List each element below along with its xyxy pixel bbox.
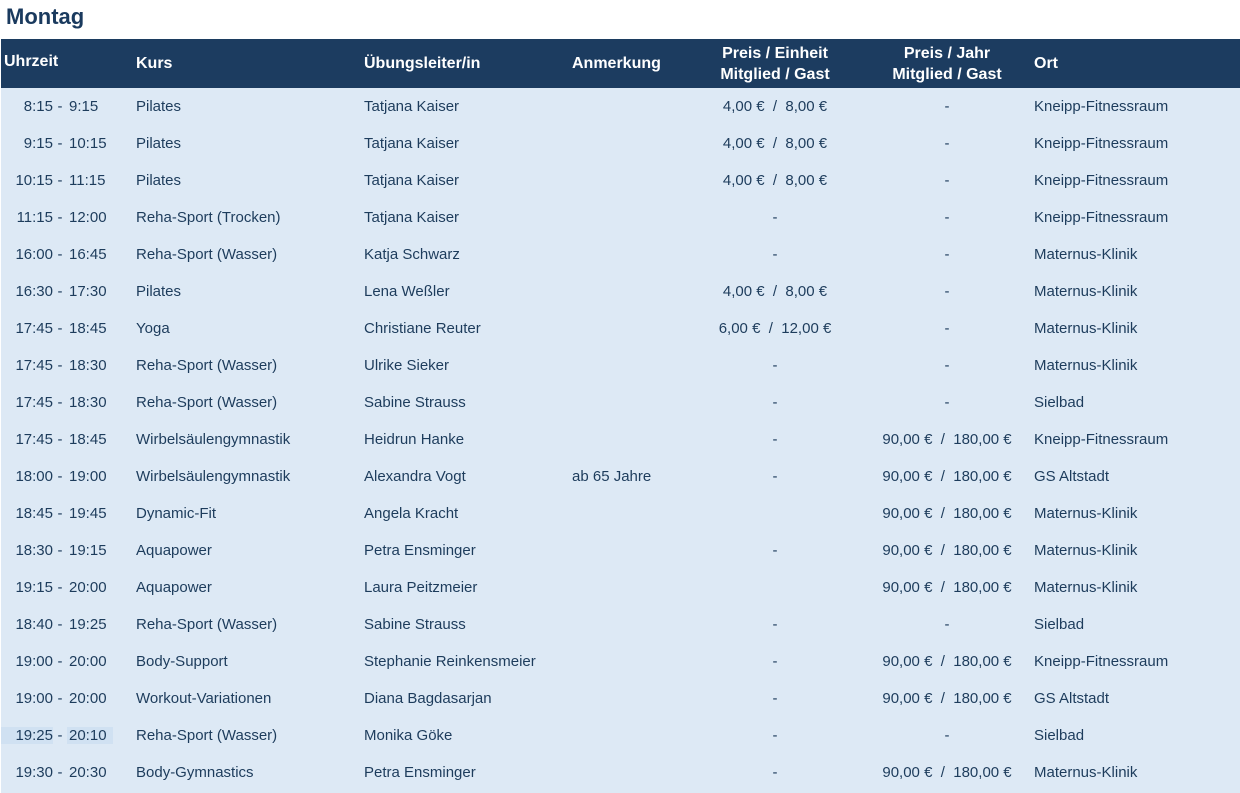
end-time: 19:25: [69, 616, 107, 633]
table-row: [1, 384, 1240, 421]
price-per-unit-cell: -: [772, 246, 778, 263]
time-cell: [1, 495, 132, 532]
price-per-unit-cell: [686, 569, 864, 606]
time-separator: -: [57, 579, 63, 596]
note-cell: [568, 88, 686, 125]
time-cell: [1, 88, 132, 125]
location-cell: Kneipp-Fitnessraum: [1034, 172, 1169, 189]
start-time: 19:30: [15, 764, 53, 781]
course-cell: Reha-Sport (Wasser): [136, 616, 278, 633]
instructor-cell: Katja Schwarz: [364, 246, 460, 263]
note-cell: ab 65 Jahre: [572, 468, 652, 485]
end-time: 10:15: [69, 135, 107, 152]
time-separator: -: [57, 764, 63, 781]
table-row: [1, 347, 1240, 384]
time-separator: -: [57, 690, 63, 707]
time-cell: [1, 162, 132, 199]
start-time: 19:25: [1, 727, 53, 744]
location-cell: Sielbad: [1034, 616, 1085, 633]
time-separator: -: [57, 98, 63, 115]
note-cell: [568, 125, 686, 162]
instructor-cell: Tatjana Kaiser: [364, 209, 460, 226]
time-separator: -: [57, 357, 63, 374]
start-time: 18:40: [15, 616, 53, 633]
time-cell: [1, 310, 132, 347]
price-per-year-cell: -: [944, 135, 950, 152]
instructor-cell: Christiane Reuter: [364, 320, 481, 337]
price-per-unit-cell: -: [772, 690, 778, 707]
table-row: [1, 236, 1240, 273]
price-per-year-cell: 90,00 € / 180,00 €: [882, 690, 1012, 707]
course-cell: Aquapower: [136, 579, 212, 596]
price-per-year-cell: -: [944, 727, 950, 744]
course-cell: Wirbelsäulengymnastik: [136, 431, 291, 448]
note-cell: [568, 606, 686, 643]
time-separator: -: [57, 653, 63, 670]
table-row: [1, 606, 1240, 643]
table-row: [1, 754, 1240, 791]
end-time: 18:30: [69, 357, 107, 374]
course-cell: Pilates: [136, 135, 182, 152]
time-cell: [1, 421, 132, 458]
header-ort: Ort: [1034, 55, 1058, 72]
note-cell: [568, 495, 686, 532]
instructor-cell: Tatjana Kaiser: [364, 98, 460, 115]
note-cell: [568, 680, 686, 717]
end-time: 20:10: [67, 727, 113, 744]
course-cell: Reha-Sport (Wasser): [136, 246, 278, 263]
time-cell: [1, 384, 132, 421]
note-cell: [568, 273, 686, 310]
note-cell: [568, 199, 686, 236]
start-time: 17:45: [15, 357, 53, 374]
note-cell: [568, 569, 686, 606]
header-kurs: Kurs: [136, 55, 173, 72]
course-cell: Workout-Variationen: [136, 690, 272, 707]
table-row: [1, 273, 1240, 310]
location-cell: Maternus-Klinik: [1034, 246, 1138, 263]
price-per-unit-cell: [686, 495, 864, 532]
course-cell: Pilates: [136, 283, 182, 300]
time-cell: [1, 199, 132, 236]
price-per-year-cell: -: [944, 246, 950, 263]
instructor-cell: Heidrun Hanke: [364, 431, 465, 448]
table-row: [1, 495, 1240, 532]
end-time: 16:45: [69, 246, 107, 263]
price-per-unit-cell: -: [772, 468, 778, 485]
header-leiter: Übungsleiter/in: [364, 55, 481, 72]
time-cell: [1, 125, 132, 162]
course-cell: Pilates: [136, 98, 182, 115]
schedule-rows: [1, 88, 1240, 791]
instructor-cell: Angela Kracht: [364, 505, 459, 522]
price-per-year-cell: -: [944, 616, 950, 633]
price-per-unit-cell: -: [772, 357, 778, 374]
price-per-year-cell: 90,00 € / 180,00 €: [882, 468, 1012, 485]
end-time: 18:45: [69, 320, 107, 337]
table-row: [1, 199, 1240, 236]
location-cell: Kneipp-Fitnessraum: [1034, 98, 1169, 115]
course-cell: Reha-Sport (Trocken): [136, 209, 281, 226]
course-cell: Dynamic-Fit: [136, 505, 217, 522]
header-preis-jahr-line2: Mitglied / Gast: [892, 65, 1002, 83]
time-cell: [1, 680, 132, 717]
time-separator: -: [57, 394, 63, 411]
price-per-year-cell: -: [944, 357, 950, 374]
start-time: 17:45: [15, 394, 53, 411]
end-time: 11:15: [69, 172, 106, 189]
course-cell: Reha-Sport (Wasser): [136, 357, 278, 374]
note-cell: [568, 754, 686, 791]
instructor-cell: Sabine Strauss: [364, 616, 466, 633]
location-cell: Kneipp-Fitnessraum: [1034, 209, 1169, 226]
price-per-unit-cell: -: [772, 653, 778, 670]
price-per-unit-cell: -: [772, 764, 778, 781]
location-cell: Maternus-Klinik: [1034, 505, 1138, 522]
instructor-cell: Ulrike Sieker: [364, 357, 450, 374]
location-cell: Maternus-Klinik: [1034, 357, 1138, 374]
table-row: [1, 680, 1240, 717]
instructor-cell: Petra Ensminger: [364, 542, 476, 559]
table-row: [1, 717, 1240, 754]
instructor-cell: Monika Göke: [364, 727, 453, 744]
location-cell: Maternus-Klinik: [1034, 320, 1138, 337]
table-row: [1, 569, 1240, 606]
price-per-year-cell: -: [944, 98, 950, 115]
time-separator: -: [57, 505, 63, 522]
time-separator: -: [57, 431, 63, 448]
start-time: 17:45: [15, 320, 53, 337]
note-cell: [568, 310, 686, 347]
location-cell: Kneipp-Fitnessraum: [1034, 431, 1169, 448]
price-per-year-cell: -: [944, 209, 950, 226]
note-cell: [568, 717, 686, 754]
price-per-year-cell: -: [944, 283, 950, 300]
course-cell: Body-Gymnastics: [136, 764, 254, 781]
course-cell: Body-Support: [136, 653, 228, 670]
end-time: 18:30: [69, 394, 107, 411]
start-time: 8:15: [23, 98, 53, 115]
time-cell: [1, 717, 132, 754]
start-time: 19:15: [15, 579, 53, 596]
end-time: 12:00: [69, 209, 107, 226]
start-time: 9:15: [23, 135, 53, 152]
location-cell: Maternus-Klinik: [1034, 542, 1138, 559]
table-row: [1, 421, 1240, 458]
start-time: 11:15: [16, 209, 53, 226]
note-cell: [568, 384, 686, 421]
time-cell: [1, 347, 132, 384]
day-title: Montag: [6, 4, 85, 29]
instructor-cell: Stephanie Reinkensmeier: [364, 653, 536, 670]
location-cell: Maternus-Klinik: [1034, 764, 1138, 781]
instructor-cell: Laura Peitzmeier: [364, 579, 478, 596]
start-time: 18:30: [15, 542, 53, 559]
schedule-table-container: [1, 39, 1240, 793]
price-per-year-cell: 90,00 € / 180,00 €: [882, 505, 1012, 522]
table-row: [1, 310, 1240, 347]
time-cell: [1, 643, 132, 680]
start-time: 19:00: [15, 690, 53, 707]
table-row: [1, 643, 1240, 680]
price-per-unit-cell: -: [772, 616, 778, 633]
table-row: [1, 125, 1240, 162]
price-per-year-cell: 90,00 € / 180,00 €: [882, 579, 1012, 596]
table-row: [1, 532, 1240, 569]
time-separator: -: [57, 727, 63, 744]
end-time: 9:15: [69, 98, 99, 115]
instructor-cell: Petra Ensminger: [364, 764, 476, 781]
price-per-unit-cell: 4,00 € / 8,00 €: [722, 172, 828, 189]
header-preis-jahr: [864, 39, 1030, 88]
start-time: 19:00: [15, 653, 53, 670]
header-preis-einheit-line1: Preis / Einheit: [722, 44, 828, 62]
start-time: 18:45: [15, 505, 53, 522]
instructor-cell: Alexandra Vogt: [364, 468, 466, 485]
instructor-cell: Diana Bagdasarjan: [364, 690, 492, 707]
price-per-year-cell: -: [944, 320, 950, 337]
price-per-year-cell: 90,00 € / 180,00 €: [882, 764, 1012, 781]
end-time: 19:00: [69, 468, 107, 485]
price-per-year-cell: -: [944, 172, 950, 189]
price-per-unit-cell: -: [772, 542, 778, 559]
end-time: 19:15: [69, 542, 107, 559]
time-cell: [1, 236, 132, 273]
end-time: 20:00: [69, 690, 107, 707]
time-separator: -: [57, 135, 63, 152]
note-cell: [568, 162, 686, 199]
time-cell: [1, 532, 132, 569]
price-per-unit-cell: 4,00 € / 8,00 €: [722, 135, 828, 152]
start-time: 16:30: [15, 283, 53, 300]
header-anmerkung: Anmerkung: [572, 55, 661, 72]
price-per-year-cell: 90,00 € / 180,00 €: [882, 542, 1012, 559]
note-cell: [568, 643, 686, 680]
time-separator: -: [57, 172, 63, 189]
location-cell: Kneipp-Fitnessraum: [1034, 135, 1169, 152]
time-cell: [1, 458, 132, 495]
price-per-unit-cell: 6,00 € / 12,00 €: [718, 320, 832, 337]
price-per-unit-cell: -: [772, 431, 778, 448]
header-preis-einheit: [686, 39, 864, 88]
end-time: 20:00: [69, 579, 107, 596]
location-cell: Sielbad: [1034, 394, 1085, 411]
time-separator: -: [57, 542, 63, 559]
course-cell: Reha-Sport (Wasser): [136, 727, 278, 744]
time-cell: [1, 754, 132, 791]
time-cell: [1, 273, 132, 310]
instructor-cell: Sabine Strauss: [364, 394, 466, 411]
location-cell: Kneipp-Fitnessraum: [1034, 653, 1169, 670]
price-per-unit-cell: 4,00 € / 8,00 €: [722, 283, 828, 300]
price-per-unit-cell: 4,00 € / 8,00 €: [722, 98, 828, 115]
start-time: 16:00: [15, 246, 53, 263]
time-separator: -: [57, 320, 63, 337]
time-cell: [1, 606, 132, 643]
table-row: [1, 88, 1240, 125]
price-per-unit-cell: -: [772, 209, 778, 226]
course-cell: Pilates: [136, 172, 182, 189]
table-row: [1, 162, 1240, 199]
note-cell: [568, 421, 686, 458]
time-separator: -: [57, 616, 63, 633]
price-per-year-cell: 90,00 € / 180,00 €: [882, 653, 1012, 670]
price-per-unit-cell: -: [772, 394, 778, 411]
end-time: 20:00: [69, 653, 107, 670]
schedule-table: [1, 39, 1240, 791]
start-time: 10:15: [15, 172, 53, 189]
location-cell: Sielbad: [1034, 727, 1085, 744]
location-cell: GS Altstadt: [1034, 468, 1110, 485]
time-separator: -: [57, 246, 63, 263]
table-row: [1, 458, 1240, 495]
instructor-cell: Tatjana Kaiser: [364, 135, 460, 152]
end-time: 18:45: [69, 431, 107, 448]
table-header-row: [1, 39, 1240, 88]
time-separator: -: [57, 209, 63, 226]
header-uhrzeit: Uhrzeit: [4, 53, 59, 70]
end-time: 17:30: [69, 283, 107, 300]
start-time: 17:45: [15, 431, 53, 448]
course-cell: Yoga: [136, 320, 170, 337]
location-cell: Maternus-Klinik: [1034, 283, 1138, 300]
end-time: 19:45: [69, 505, 107, 522]
note-cell: [568, 532, 686, 569]
course-cell: Wirbelsäulengymnastik: [136, 468, 291, 485]
course-cell: Aquapower: [136, 542, 212, 559]
location-cell: Maternus-Klinik: [1034, 579, 1138, 596]
location-cell: GS Altstadt: [1034, 690, 1110, 707]
end-time: 20:30: [69, 764, 107, 781]
note-cell: [568, 236, 686, 273]
price-per-year-cell: -: [944, 394, 950, 411]
instructor-cell: Lena Weßler: [364, 283, 450, 300]
instructor-cell: Tatjana Kaiser: [364, 172, 460, 189]
header-preis-jahr-line1: Preis / Jahr: [903, 44, 991, 62]
note-cell: [568, 347, 686, 384]
time-separator: -: [57, 468, 63, 485]
course-cell: Reha-Sport (Wasser): [136, 394, 278, 411]
time-cell: [1, 569, 132, 606]
price-per-unit-cell: -: [772, 727, 778, 744]
price-per-year-cell: 90,00 € / 180,00 €: [882, 431, 1012, 448]
start-time: 18:00: [15, 468, 53, 485]
time-separator: -: [57, 283, 63, 300]
header-preis-einheit-line2: Mitglied / Gast: [720, 65, 830, 83]
